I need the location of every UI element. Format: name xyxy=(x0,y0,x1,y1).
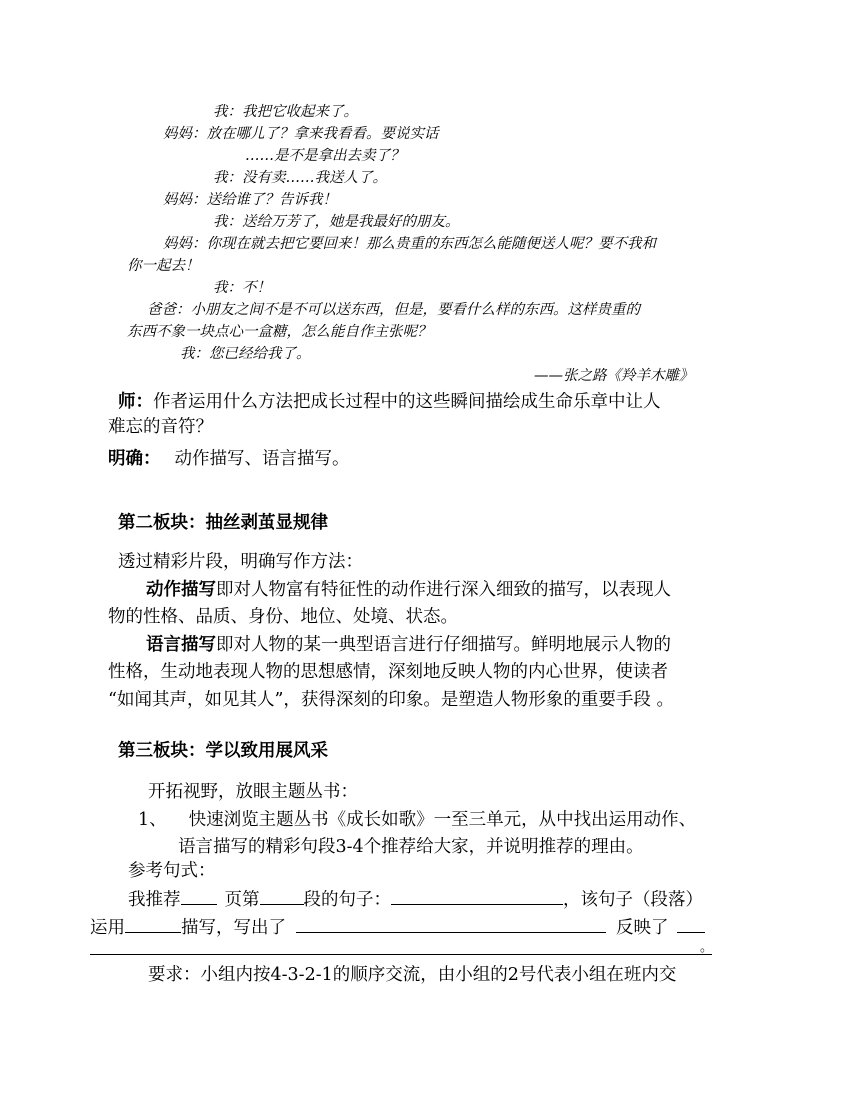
dialogue-line: 我：没有卖……我送人了。 xyxy=(213,170,387,186)
requirement-line: 要求：小组内按4-3-2-1的顺序交流，由小组的2号代表小组在班内交 xyxy=(148,965,677,985)
task-item-cont: 语言描写的精彩句段3-4个推荐给大家，并说明推荐的理由。 xyxy=(178,837,644,857)
dialogue-line: 你一起去！ xyxy=(127,258,200,274)
answer-line: 明确： 动作描写、语言描写。 xyxy=(108,449,350,469)
template-line-2: 运用 描写，写出了 反映了 xyxy=(90,914,705,940)
dialogue-line: 妈妈：放在哪儿了？拿来我看看。要说实话 xyxy=(163,126,439,142)
dialogue-line: 妈妈：你现在就去把它要回来！那么贵重的东西怎么能随便送人呢？要不我和 xyxy=(163,236,656,252)
end-mark: 。 xyxy=(700,940,714,955)
blank-method[interactable] xyxy=(125,914,181,933)
blank-line-full[interactable] xyxy=(90,954,712,955)
dialogue-line: 我：不！ xyxy=(213,280,271,296)
dialogue-line: 妈妈：送给谁了？告诉我！ xyxy=(163,192,337,208)
dialogue-line: 爸爸：小朋友之间不是不可以送东西，但是，要看什么样的东西。这样贵重的 xyxy=(147,302,640,318)
blank-content[interactable] xyxy=(296,914,606,933)
blank-reflects[interactable] xyxy=(677,914,705,933)
action-description: 动作描写即对人物富有特征性的动作进行深入细致的描写，以表现人 xyxy=(146,580,671,600)
blank-paragraph[interactable] xyxy=(260,886,304,905)
reference-label: 参考句式： xyxy=(128,861,216,881)
teacher-question: 师：作者运用什么方法把成长过程中的这些瞬间描绘成生命乐章中让人 xyxy=(118,392,661,412)
teacher-question-cont: 难忘的音符？ xyxy=(108,417,213,437)
section-heading-2: 第二板块：抽丝剥茧显规律 xyxy=(118,513,328,533)
dialogue-line: 我：您已经给我了。 xyxy=(180,346,311,362)
language-description-cont: 性格，生动地表现人物的思想感情，深刻地反映人物的内心世界，使读者 xyxy=(108,662,668,682)
language-description: 语言描写即对人物的某一典型语言进行仔细描写。鲜明地展示人物的 xyxy=(146,635,671,655)
language-description-cont: “如闻其声，如见其人”，获得深刻的印象。是塑造人物形象的重要手段 。 xyxy=(108,690,674,710)
dialogue-line: 我：送给万芳了，她是我最好的朋友。 xyxy=(213,214,460,230)
section3-intro: 开拓视野，放眼主题丛书： xyxy=(148,782,358,802)
citation: ——张之路《羚羊木雕》 xyxy=(534,368,694,384)
blank-sentence[interactable] xyxy=(391,886,563,905)
task-item: 1、 快速浏览主题丛书《成长如歌》一至三单元，从中找出运用动作、 xyxy=(138,810,697,830)
action-description-cont: 物的性格、品质、身份、地位、处境、状态。 xyxy=(108,607,458,627)
section2-intro: 透过精彩片段，明确写作方法： xyxy=(118,552,363,572)
dialogue-line: 东西不象一块点心一盒糖，怎么能自作主张呢？ xyxy=(127,324,432,340)
blank-page[interactable] xyxy=(181,886,217,905)
template-line-1: 我推荐 页第 段的句子： ，该句子（段落） xyxy=(128,886,703,912)
dialogue-line: ……是不是拿出去卖了？ xyxy=(245,148,405,164)
section-heading-3: 第三板块：学以致用展风采 xyxy=(118,741,328,761)
dialogue-line: 我：我把它收起来了。 xyxy=(213,104,358,120)
